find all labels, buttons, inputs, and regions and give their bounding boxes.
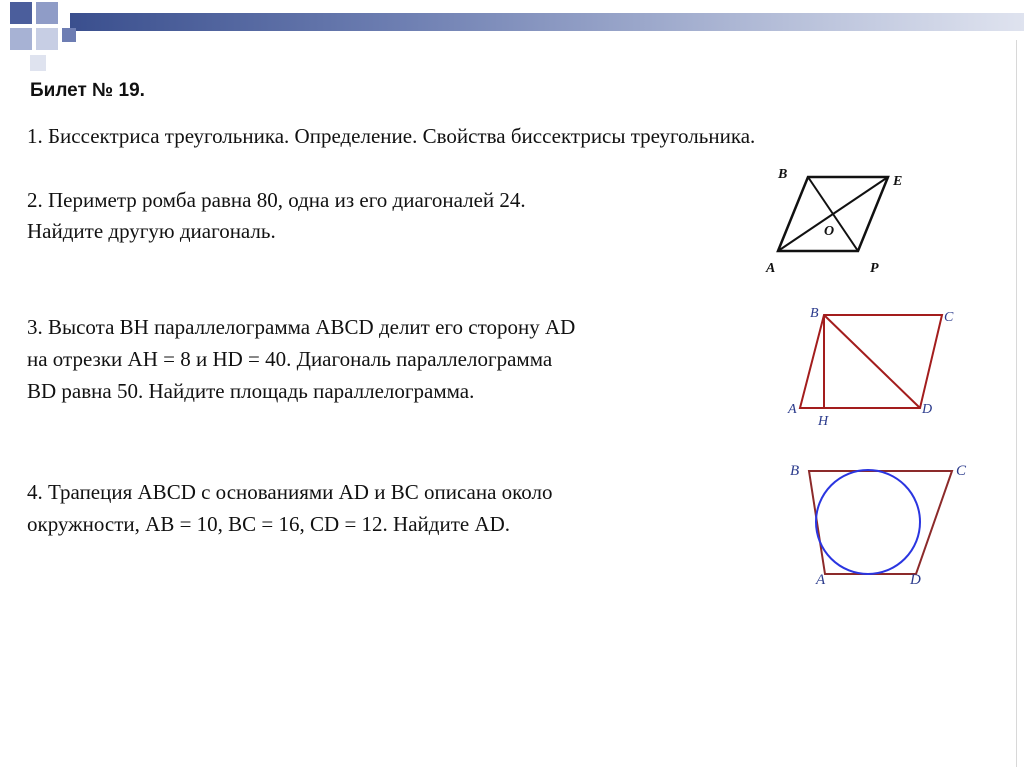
rhombus-label-e: E bbox=[893, 174, 903, 189]
decor-gradient-bar bbox=[70, 13, 1024, 31]
rhombus-label-b: B bbox=[778, 167, 788, 182]
decor-square bbox=[36, 2, 58, 24]
parallelogram-label-c: C bbox=[944, 310, 954, 325]
parallelogram-label-h: H bbox=[818, 414, 829, 429]
rhombus-label-a: A bbox=[766, 261, 776, 276]
decor-square bbox=[36, 28, 58, 50]
rhombus-label-o: O bbox=[824, 224, 835, 239]
trapezoid-figure bbox=[780, 455, 980, 595]
rhombus-label-p: P bbox=[870, 261, 879, 276]
question-4-line-1: 4. Трапеция ABCD с основаниями AD и ВС описана около bbox=[27, 480, 553, 504]
parallelogram-label-a: A bbox=[788, 402, 797, 417]
trapezoid-label-c: C bbox=[956, 463, 967, 479]
ticket-title: Билет № 19. bbox=[30, 80, 145, 101]
decor-square bbox=[10, 2, 32, 24]
question-3-line-3: BD равна 50. Найдите площадь параллелограмма. bbox=[27, 379, 475, 403]
question-4-line-2: окружности, АВ = 10, ВС = 16, CD = 12. Найдите AD. bbox=[27, 512, 511, 536]
parallelogram-label-d: D bbox=[922, 402, 933, 417]
question-3-line-1: 3. Высота ВН параллелограмма ABCD делит его сторону AD bbox=[27, 315, 576, 339]
decor-square bbox=[30, 55, 46, 71]
question-3-line-2: на отрезки АН = 8 и HD = 40. Диагональ параллелограмма bbox=[27, 347, 553, 371]
parallelogram-diagonal-bd bbox=[824, 315, 920, 408]
decor-square bbox=[62, 28, 76, 42]
trapezoid-label-a: A bbox=[816, 572, 826, 588]
rhombus-figure bbox=[760, 160, 920, 280]
rhombus-diagonal-bp bbox=[808, 177, 858, 251]
parallelogram-label-b: B bbox=[810, 306, 819, 321]
trapezoid-label-b: B bbox=[790, 463, 800, 479]
inscribed-circle bbox=[816, 470, 920, 574]
decor-square bbox=[10, 28, 32, 50]
question-2-line-1: 2. Периметр ромба равна 80, одна из его диагоналей 24. bbox=[27, 188, 526, 212]
slide-border bbox=[1016, 40, 1017, 767]
question-2-line-2: Найдите другую диагональ. bbox=[27, 219, 276, 243]
parallelogram-figure bbox=[780, 295, 970, 435]
question-1: 1. Биссектриса треугольника. Определение. Свойства биссектрисы треугольника. bbox=[27, 124, 756, 148]
trapezoid-label-d: D bbox=[910, 572, 921, 588]
